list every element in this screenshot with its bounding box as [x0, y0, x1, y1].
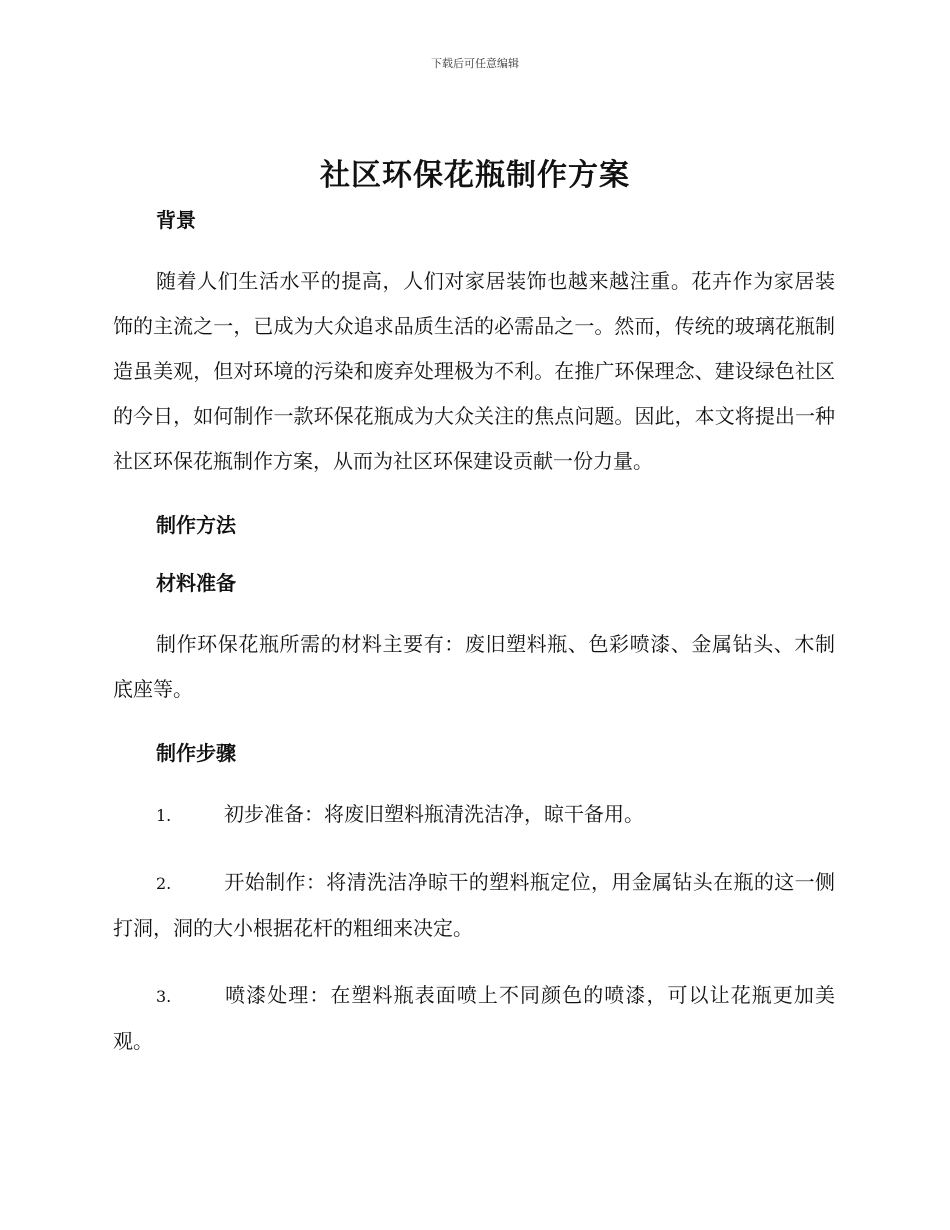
step-number: 2.	[156, 874, 172, 893]
step-number: 3.	[156, 987, 172, 1006]
page-header: 下载后可任意编辑	[431, 57, 519, 70]
step-text: 喷漆处理：在塑料瓶表面喷上不同颜色的喷漆，可以让花瓶更加美观。	[113, 983, 835, 1053]
step-number: 1.	[156, 806, 172, 825]
materials-heading: 材料准备	[156, 571, 236, 595]
background-heading: 背景	[156, 208, 196, 232]
method-heading: 制作方法	[156, 513, 236, 537]
materials-paragraph: 制作环保花瓶所需的材料主要有：废旧塑料瓶、色彩喷漆、金属钻头、木制底座等。	[113, 632, 835, 701]
steps-heading: 制作步骤	[156, 741, 236, 765]
step-item-2	[113, 860, 835, 951]
document-body	[113, 203, 835, 1064]
background-paragraph: 随着人们生活水平的提高，人们对家居装饰也越来越注重。花卉作为家居装饰的主流之一，已成为大众追求品质生活的必需品之一。然而，传统的玻璃花瓶制造虽美观，但对环境的污染和废弃处理极为不利。在推广环保理念、建设绿色社区的今日，如何制作一款环保花瓶成为大众关注的焦点问题。因此，本文将提出一种社区环保花瓶制作方案，从而为社区环保建设贡献一份力量。	[113, 269, 835, 473]
step-text: 开始制作：将清洗洁净晾干的塑料瓶定位，用金属钻头在瓶的这一侧打洞，洞的大小根据花杆的粗细来决定。	[113, 870, 835, 940]
step-text: 初步准备：将废旧塑料瓶清洗洁净，晾干备用。	[224, 802, 644, 826]
step-item-1	[113, 792, 835, 838]
document-title: 社区环保花瓶制作方案	[320, 158, 630, 193]
step-item-3	[113, 973, 835, 1064]
